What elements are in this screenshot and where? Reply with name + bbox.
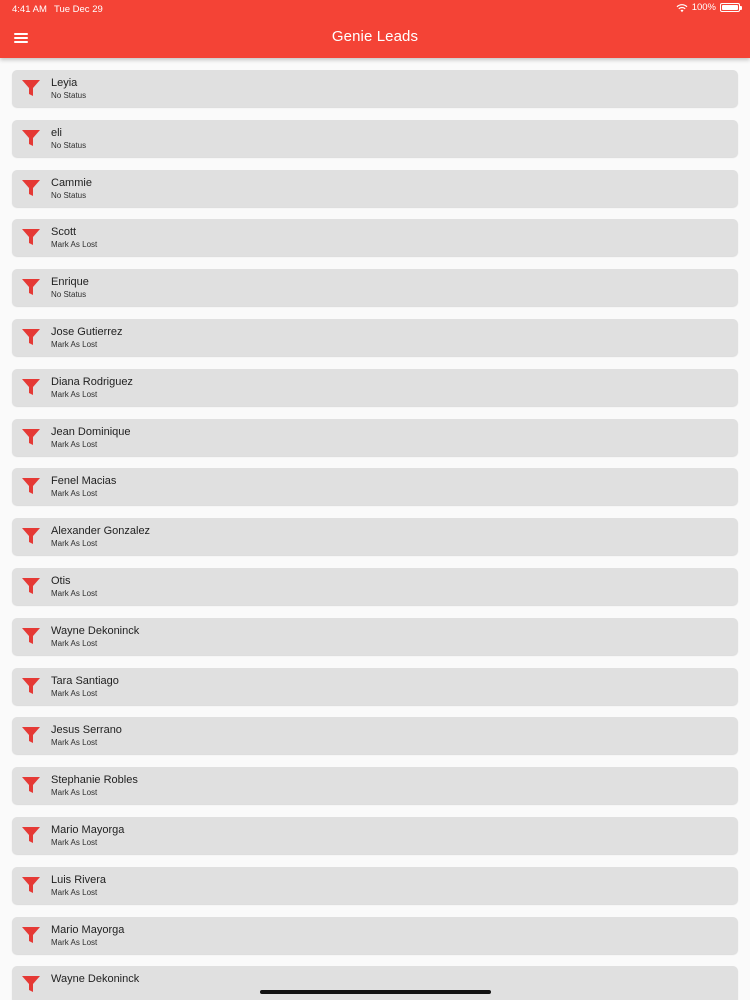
lead-item[interactable]	[12, 419, 738, 456]
lead-name: Alexander Gonzalez	[51, 525, 151, 538]
lead-name: eli	[51, 126, 63, 139]
lead-name: Enrique	[51, 276, 89, 289]
lead-status: Mark As Lost	[51, 638, 98, 648]
status-date: Tue Dec 29	[54, 4, 103, 15]
lead-name: Wayne Dekoninck	[51, 973, 140, 986]
lead-item[interactable]	[12, 219, 738, 256]
app-header	[0, 0, 750, 58]
funnel-icon	[21, 377, 41, 397]
lead-item[interactable]	[12, 568, 738, 605]
lead-item[interactable]	[12, 767, 738, 804]
lead-status: Mark As Lost	[51, 340, 98, 349]
funnel-icon	[21, 825, 41, 845]
lead-status: No Status	[51, 290, 87, 300]
lead-item[interactable]	[12, 70, 738, 107]
lead-status: Mark As Lost	[51, 838, 98, 847]
lead-name: Stephanie Robles	[51, 774, 138, 787]
funnel-icon	[21, 725, 41, 745]
lead-name: Wayne Dekoninck	[51, 624, 140, 637]
lead-name: Fenel Macias	[51, 475, 117, 488]
lead-status: Mark As Lost	[51, 738, 98, 748]
lead-item[interactable]	[12, 867, 738, 904]
funnel-icon	[21, 576, 41, 596]
lead-name: Luis Rivera	[51, 873, 107, 886]
lead-item[interactable]	[12, 319, 738, 356]
lead-name: Mario Mayorga	[51, 824, 125, 836]
lead-status: Mark As Lost	[51, 240, 98, 250]
funnel-icon	[21, 178, 41, 198]
lead-name: Tara Santiago	[51, 674, 119, 687]
lead-item[interactable]	[12, 269, 738, 306]
lead-name: Mario Mayorga	[51, 923, 125, 936]
funnel-icon	[21, 925, 41, 945]
status-indicators	[676, 2, 740, 13]
lead-list[interactable]	[0, 62, 750, 1000]
funnel-icon	[21, 277, 41, 297]
funnel-icon	[21, 775, 41, 795]
page-title: Genie Leads	[331, 28, 419, 45]
funnel-icon	[21, 974, 41, 994]
lead-status: No Status	[51, 190, 87, 200]
lead-item[interactable]	[12, 668, 738, 705]
lead-name: Jesus Serrano	[51, 724, 122, 737]
wifi-icon	[676, 3, 688, 13]
funnel-icon	[21, 626, 41, 646]
lead-name: Otis	[51, 575, 71, 587]
lead-name: Scott	[51, 226, 77, 239]
lead-status: Mark As Lost	[51, 937, 98, 947]
lead-status: Mark As Lost	[51, 439, 98, 449]
lead-name: Jean Dominique	[51, 425, 131, 438]
funnel-icon	[21, 327, 41, 347]
status-time: 4:41 AM	[12, 4, 47, 15]
lead-item[interactable]	[12, 468, 738, 505]
lead-status: Mark As Lost	[51, 788, 98, 798]
lead-item[interactable]	[12, 966, 738, 1000]
lead-status: Mark As Lost	[51, 589, 98, 598]
lead-item[interactable]	[12, 917, 738, 954]
lead-name: Leyia	[51, 77, 78, 89]
lead-status: Mark As Lost	[51, 389, 98, 399]
lead-item[interactable]	[12, 618, 738, 655]
home-indicator	[260, 990, 491, 994]
lead-name: Jose Gutierrez	[51, 326, 123, 338]
lead-status: Mark As Lost	[51, 489, 98, 499]
battery-icon	[720, 3, 740, 12]
lead-status: Mark As Lost	[51, 539, 98, 549]
lead-status: No Status	[51, 140, 87, 150]
battery-percent: 100%	[691, 2, 716, 13]
lead-name: Cammie	[51, 176, 92, 189]
funnel-icon	[21, 227, 41, 247]
funnel-icon	[21, 78, 41, 98]
lead-item[interactable]	[12, 120, 738, 157]
lead-item[interactable]	[12, 170, 738, 207]
lead-item[interactable]	[12, 369, 738, 406]
funnel-icon	[21, 676, 41, 696]
lead-item[interactable]	[12, 518, 738, 555]
funnel-icon	[21, 128, 41, 148]
status-bar	[0, 0, 750, 18]
lead-item[interactable]	[12, 817, 738, 854]
funnel-icon	[21, 427, 41, 447]
lead-status: Mark As Lost	[51, 887, 98, 897]
lead-item[interactable]	[12, 717, 738, 754]
funnel-icon	[21, 875, 41, 895]
funnel-icon	[21, 526, 41, 546]
lead-name: Diana Rodriguez	[51, 375, 133, 388]
funnel-icon	[21, 476, 41, 496]
lead-status: Mark As Lost	[51, 688, 98, 698]
lead-status: No Status	[51, 91, 87, 100]
